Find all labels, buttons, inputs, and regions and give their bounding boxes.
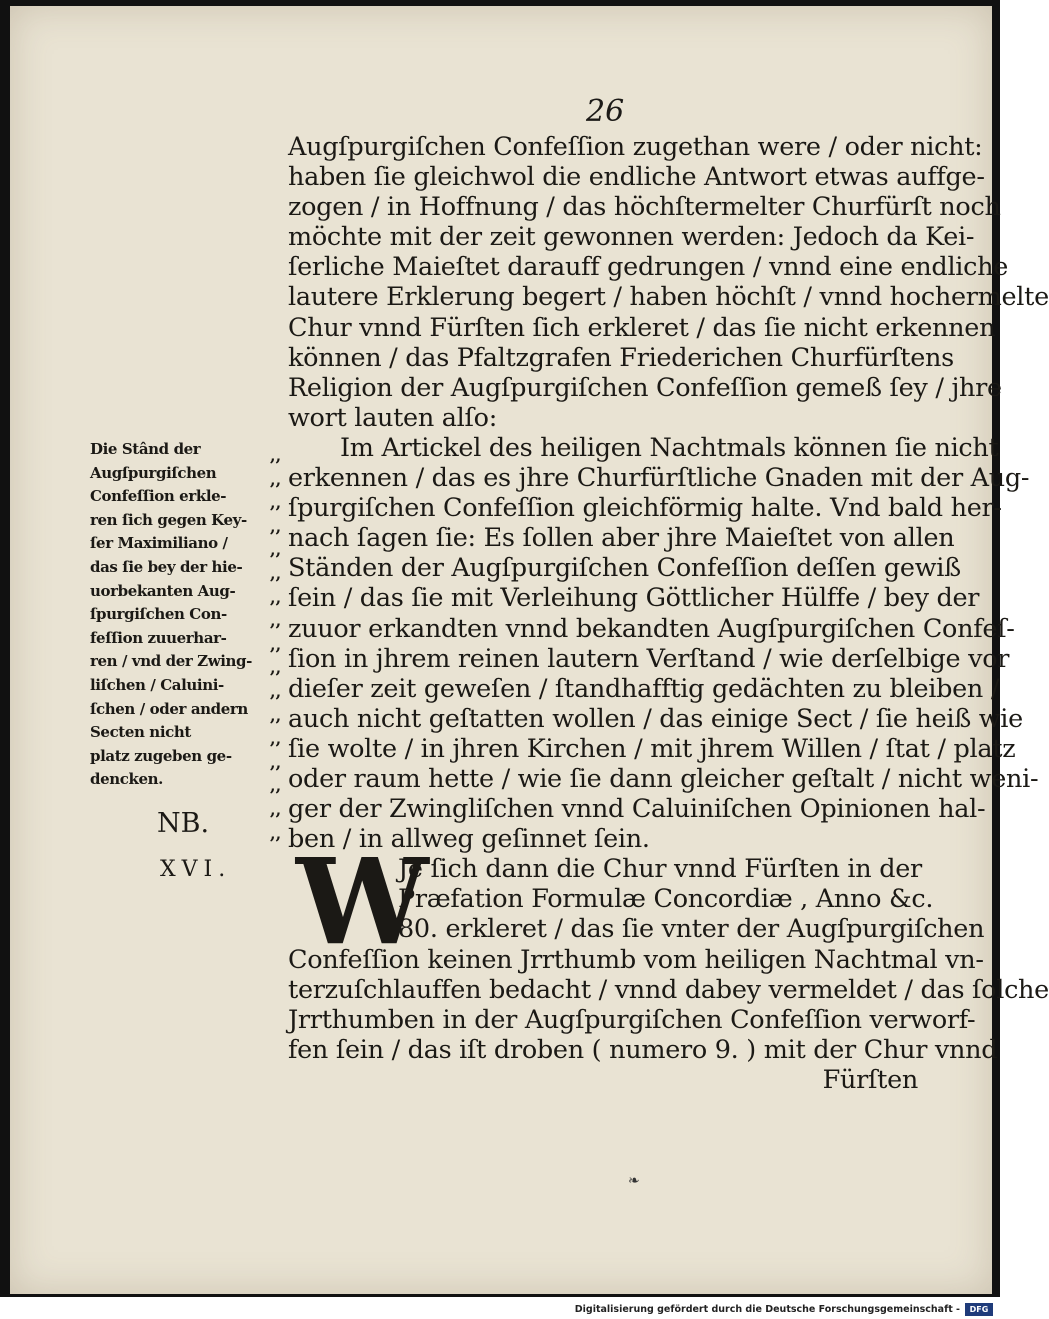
paragraph-line: 80. erkleret / das ſie vnter der Augſpurgiſchen [398,914,985,945]
quote-line: dieſer zeit geweſen / ſtandhafftig gedächten zu bleiben / [288,673,1000,704]
text-line: Augſpurgiſchen Confeſſion zugethan were / oder nicht: [288,132,983,162]
text-line: Chur vnnd Fürſten ſich erkleret / das ſie nicht erkennen [288,312,996,343]
paragraph-line: fen ſein / das iſt droben ( numero 9. ) mit der Chur vnnd [288,1034,998,1065]
quote-mark: ,, [270,493,282,513]
text-line: haben ſie gleichwol die endliche Antwort etwas auffge- [288,162,985,193]
ornament-mark-icon: ❧ [628,1173,640,1189]
quote-mark: ,, [270,611,282,631]
quote-mark: ,, [270,446,282,465]
quote-mark: ,, [270,823,282,843]
quote-mark: ,, [270,705,282,725]
margin-note-line: ſpurgiſchen Con- [90,605,227,624]
quote-line: ſpurgiſchen Confeſſion gleichförmig halte. Vnd bald her- [288,493,1002,524]
quote-line: Im Artickel des heiligen Nachtmals können ſie nicht [340,432,999,463]
quote-mark: ,, [270,516,282,536]
text-line: wort lauten alſo: [288,402,498,433]
text-line: möchte mit der zeit gewonnen werden: Jedoch da Kei- [288,222,975,253]
paragraph-line: terzuſchlauffen bedacht / vnnd dabey vermeldet / das ſolche [288,974,1049,1005]
margin-note [90,438,265,792]
margin-note-line: Secten nicht [90,723,191,742]
text-line: zogen / in Hoffnung / das höchſtermelter Churfürſt noch [288,192,1001,223]
quote-line: zuuor erkandten vnnd bekandten Augſpurgiſchen Confeſ- [288,613,1015,644]
quote-mark: ,, [270,540,282,560]
margin-note-line: ren / vnd der Zwing- [90,652,252,671]
quote-line: oder raum hette / wie ſie dann gleicher geſtalt / nicht weni- [288,763,1039,794]
margin-note-line: das ſie bey der hie- [90,557,243,576]
quote-line: ſein / das ſie mit Verleihung Göttlicher Hülffe / bey der [288,583,980,614]
catchword: Fürſten [822,1064,918,1095]
margin-note-line: platz zugeben ge- [90,746,232,765]
margin-note-line: liſchen / Caluini- [90,675,224,694]
quotation-marks-column [270,444,292,845]
margin-note-line: ſer Maximiliano / [90,534,228,553]
quote-mark: ,, [270,729,282,749]
margin-note-line: feſſion zuuerhar- [90,628,227,647]
quote-mark: ,, [270,563,282,583]
page-number: 26 [586,94,625,129]
nota-bene-number: XVI. [160,857,232,882]
margin-note-line: dencken. [90,770,163,789]
quote-line: ben / in allweg geſinnet ſein. [288,824,650,855]
paragraph-line: Confeſſion keinen Jrrthumb vom heiligen Nachtmal vn- [288,944,984,975]
quote-line: erkennen / das es jhre Churfürſtliche Gnaden mit der Aug- [288,463,1030,494]
quote-mark: ,, [270,634,282,654]
quote-mark: ,, [270,658,282,678]
quote-line: ger der Zwingliſchen vnnd Caluiniſchen Opinionen hal- [288,794,986,825]
quote-line: ſion in jhrem reinen lautern Verſtand / wie derſelbige vor [288,643,1010,674]
text-line: ſerliche Maieſtet darauff gedrungen / vnnd eine endliche [288,252,1009,283]
dfg-logo: DFG [965,1303,993,1316]
margin-note-line: uorbekanten Aug- [90,581,236,600]
margin-note-line: Die Stând der [90,440,201,458]
quote-line: Ständen der Augſpurgiſchen Confeſſion deſſen gewiß [288,553,961,584]
nota-bene-label: NB. [157,808,210,839]
quote-line: nach ſagen ſie: Es ſollen aber jhre Maieſtet von allen [288,523,955,554]
paragraph-line: Præfation Formulæ Concordiæ , Anno &c. [398,884,934,915]
digitization-credit: Digitalisierung gefördert durch die Deutsche Forschungsgemeinschaft - [574,1304,960,1315]
paragraph-line: Je ſich dann die Chur vnnd Fürſten in der [398,854,922,885]
quote-mark: ,, [270,469,282,489]
quote-line: auch nicht geſtatten wollen / das einige Sect / ſie heiß wie [288,703,1023,734]
quote-mark: ,, [270,799,282,819]
quote-mark: ,, [270,776,282,796]
text-line: lautere Erklerung begert / haben höchſt / vnnd hochermelte [288,282,1049,313]
text-line: können / das Pfaltzgrafen Friederichen Churfürſtens [288,342,954,373]
quote-mark: ,, [270,752,282,772]
quote-mark: ,, [270,681,282,701]
text-line: Religion der Augſpurgiſchen Confeſſion gemeß ſey / jhre [288,372,1002,403]
margin-note-line: ren ſich gegen Key- [90,510,247,529]
quote-line: ſie wolte / in jhren Kirchen / mit jhrem Willen / ſtat / platz [288,733,1016,764]
paragraph-line: Jrrthumben in der Augſpurgiſchen Confeſſion verworf- [288,1004,976,1035]
quote-mark: ,, [270,587,282,607]
margin-note-line: ſchen / oder andern [90,699,248,718]
dropcap-initial: W [296,832,429,971]
margin-note-line: Augſpurgiſchen [90,463,217,482]
margin-note-line: Confeſſion erkle- [90,487,227,506]
